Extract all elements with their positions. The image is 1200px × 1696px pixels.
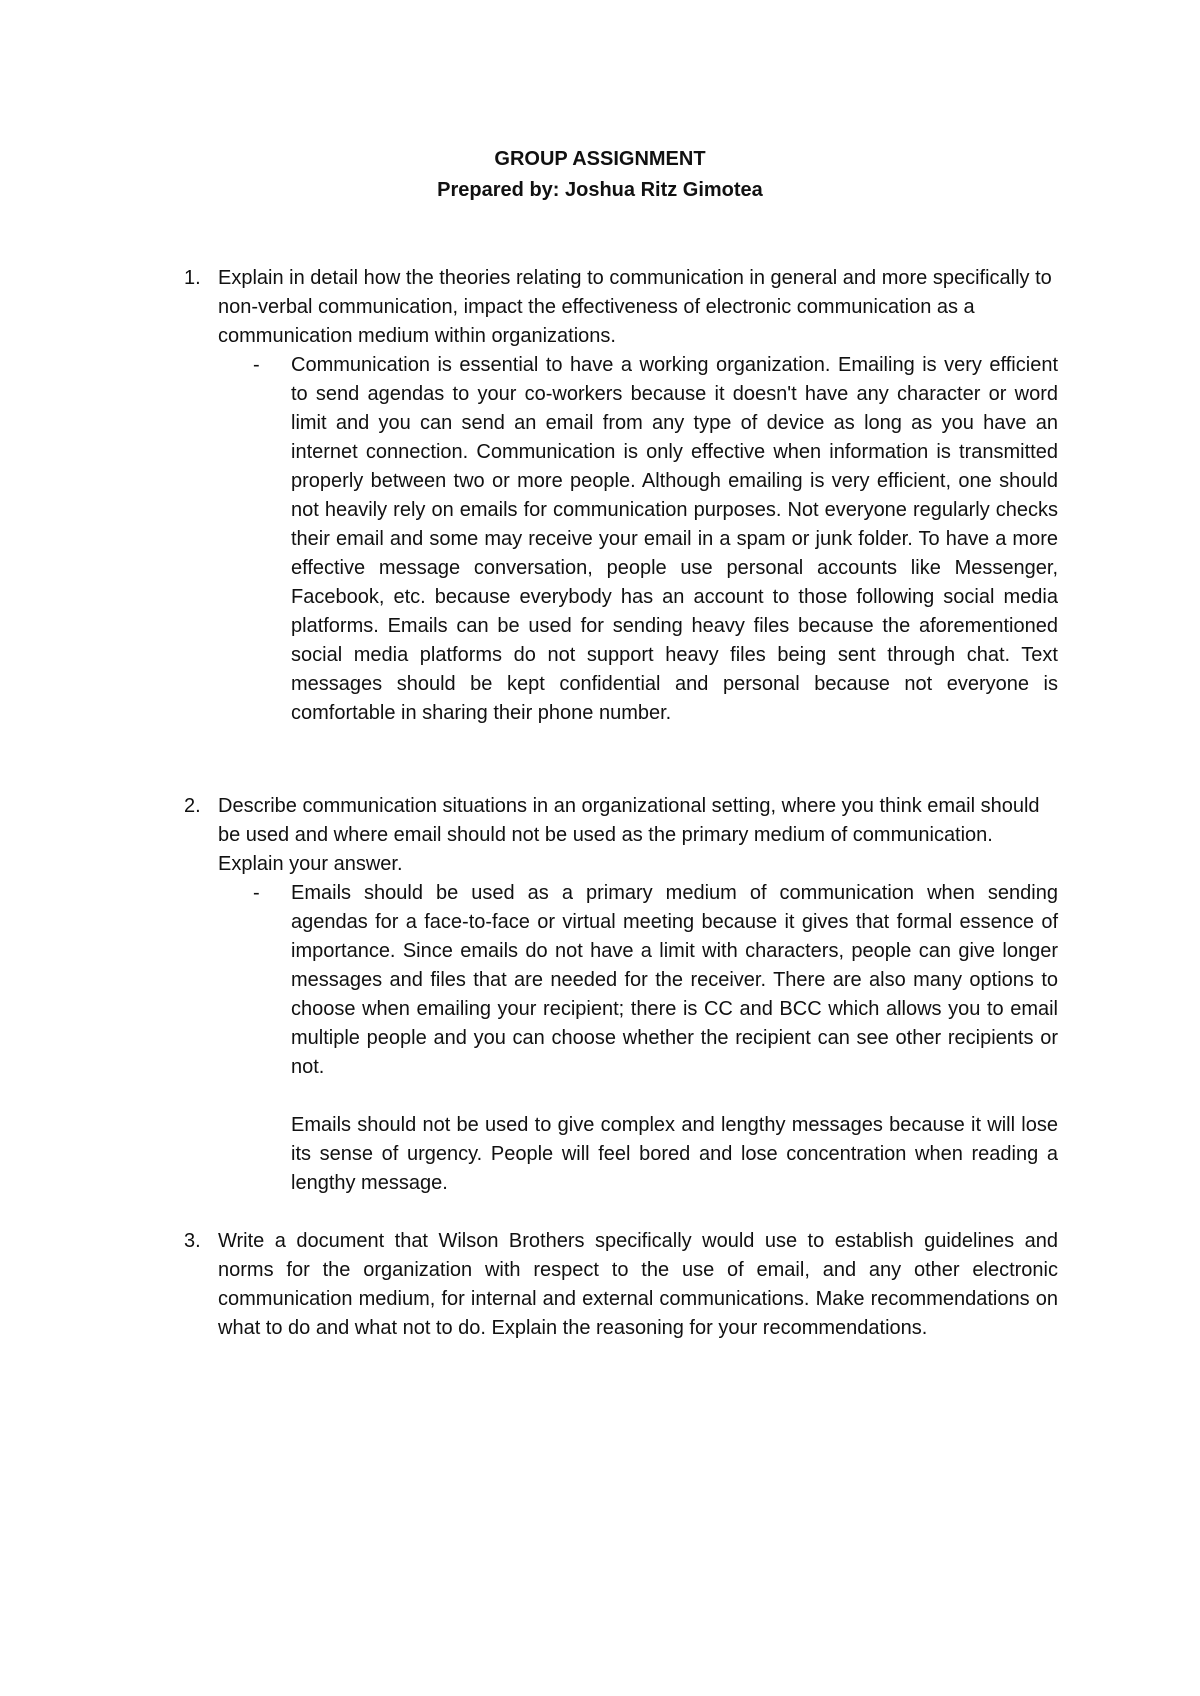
- question-2: [184, 792, 1058, 879]
- document-title: GROUP ASSIGNMENT: [494, 148, 706, 170]
- question-text: Describe communication situations in an organizational setting, where you think email should be used and where email should not be used as the primary medium of communication. Explain your answer.: [218, 795, 1040, 875]
- answer-paragraph: Emails should be used as a primary medium of communication when sending agendas for a face-to-face or virtual meeting because it gives that formal essence of importance. Since emails do not have a limit with characters, people can give longer messages and files that are needed for the receiver. There are also many options to choose when emailing your recipient; there is CC and BCC which allows you to email multiple people and you can choose whether the recipient can see other recipients or not.: [291, 882, 1058, 1078]
- question-text: Write a document that Wilson Brothers specifically would use to establish guidelines and norms for the organization with respect to the use of email, and any other electronic communication medium, for internal and external communications. Make recommendations on what to do and what not to do. Explain the reasoning for your recommendations.: [218, 1230, 1058, 1339]
- bullet-dash: -: [253, 882, 260, 904]
- answer-paragraph: Communication is essential to have a working organization. Emailing is very efficient to send agendas to your co-workers because it doesn't have any character or word limit and you can send an email from any type of device as long as you have an internet connection. Communication is only effective when information is transmitted properly between two or more people. Although emailing is very efficient, one should not heavily rely on emails for communication purposes. Not everyone regularly checks their email and some may receive your email in a spam or junk folder. To have a more effective message conversation, people use personal accounts like Messenger, Facebook, etc. because everybody has an account to those following social media platforms. Emails can be used for sending heavy files because the aforementioned social media platforms do not support heavy files being sent through chat. Text messages should be kept confidential and personal because not everyone is comfortable in sharing their phone number.: [291, 354, 1058, 724]
- answer-2: [253, 879, 1058, 1198]
- bullet-dash: -: [253, 354, 260, 376]
- question-3: [184, 1227, 1058, 1343]
- question-text: Explain in detail how the theories relating to communication in general and more specifically to non-verbal communication, impact the effectiveness of electronic communication as a communication medium within organizations.: [218, 267, 1052, 347]
- answer-1: [253, 351, 1058, 728]
- question-1: [184, 264, 1058, 351]
- question-number: 3.: [184, 1230, 201, 1252]
- question-number: 1.: [184, 267, 201, 289]
- document-header: [0, 144, 1200, 206]
- question-number: 2.: [184, 795, 201, 817]
- author-line: Prepared by: Joshua Ritz Gimotea: [437, 179, 763, 201]
- answer-paragraph: Emails should not be used to give complex and lengthy messages because it will lose its sense of urgency. People will feel bored and lose concentration when reading a lengthy message.: [291, 1114, 1058, 1194]
